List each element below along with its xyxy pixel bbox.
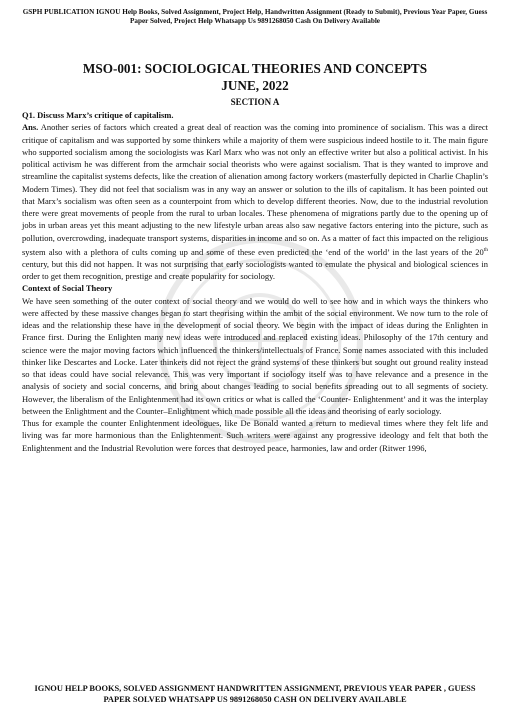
answer-paragraph-1 [22, 121, 488, 282]
answer-paragraph-1-part-a: Another series of factors which created a great deal of reaction was the coming into prominence of socialism. This was a direct critique of capitalism and was supported by some thinkers while a majority of them were suspicious indeed hostile to it. The main figure who supported socialism among the sociologists was Karl Marx who was not only an effective writer but also a political activist. In his political activism he was different from the armchair social theorists who were against socialism. That is they wanted to improve and streamline the capitalist systems defects, like the creation of alienation among factory workers (masterfully depicted in Charlie Chaplin’s Modern Times). They did not feel that socialism was in any way an answer or solution to the ills of capitalism. It has been pointed out that Marx’s socialism was often seen as a counterpoint from which to develop different theories. Now, due to the industrial revolution there were great movements of people from the rural to urban locales. These phenomena of migrations partly due to the opening up of jobs in urban areas yet this meant adjusting to the new lifestyle urban areas also saw negative factors entering into the picture, such as pollution, overcrowding, inadequate transport systems, disparities in income and so on. As a matter of fact this impacted on the religious system also with a plethora of cults coming up and some of these even predicted the ‘end of the world’ in the last years of the 20 [22, 122, 488, 257]
subheading-context: Context of Social Theory [22, 283, 113, 294]
publisher-header: GSPH PUBLICATION IGNOU Help Books, Solved Assignment, Project Help, Handwritten Assignment (Ready to Submit), Previous Year Paper, Guess Paper Solved, Project Help Whatsapp Us 9891268050 Cash On Delivery Available [22, 8, 488, 26]
answer-paragraph-3: Thus for example the counter Enlightenment ideologues, like De Bonald wanted a return to medieval times where they felt life and living was far more harmonious than the Enlightenment. Such writers were against any progressive ideology and felt that both the Enlightenment and the Industrial Revolution were forces that destroyed peace, harmonies, law and order (Ritwer 1996, [22, 418, 488, 453]
answer-label: Ans. [22, 122, 39, 133]
section-heading: SECTION A [230, 97, 280, 107]
paper-title: MSO-001: SOCIOLOGICAL THEORIES AND CONCEPTS [82, 61, 428, 76]
answer-paragraph-1-part-b: century, but this did not happen. It was not surprising that early sociologists wanted to emulate the physical and biological sciences in order to get them recognition, prestige and create popularity for sociology. [22, 258, 488, 282]
paper-date: JUNE, 2022 [221, 78, 289, 93]
answer-paragraph-2: We have seen something of the outer context of social theory and we would do well to see how and in which ways the thinkers who were affected by these massive changes began to start theorising within the ambit of the social environment. We now turn to the role of ideas and the relationship these have in the development of social theory. We begin with the impact of ideas during the Enlighten in France first. During the Enlighten many new ideas were introduced and replaced existing ideas. Philosophy of the 17th century and science were the major moving factors which influenced the thinkers/intellectuals of France. Some names associated with this included thinker like Descartes and Locke. Later thinkers did not reject the grand systems of these thinkers but sought out ground reality instead so that ideas could have social relevance. This was very important if sociology itself was to have relevance and a presence in the analysis of society and social concerns, and bring about changes leading to social benefits spreading out to all segments of society. However, the liberalism of the Enlightenment had its own critics or what is called the ‘Counter- Enlightenment’ and it was the interplay between the Enlightment and the Counter–Enlightment which made possible all the ideas and theorising of early sociology. [22, 295, 488, 416]
ordinal-superscript: th [483, 246, 488, 253]
question-text: Q1. Discuss Marx’s critique of capitalism. [22, 110, 174, 120]
publisher-footer: IGNOU HELP BOOKS, SOLVED ASSIGNMENT HANDWRITTEN ASSIGNMENT, PREVIOUS YEAR PAPER , GUESS PAPER SOLVED WHATSAPP US 9891268050 CASH ON DELIVERY AVAILABLE [34, 684, 476, 705]
document-body [22, 109, 488, 454]
